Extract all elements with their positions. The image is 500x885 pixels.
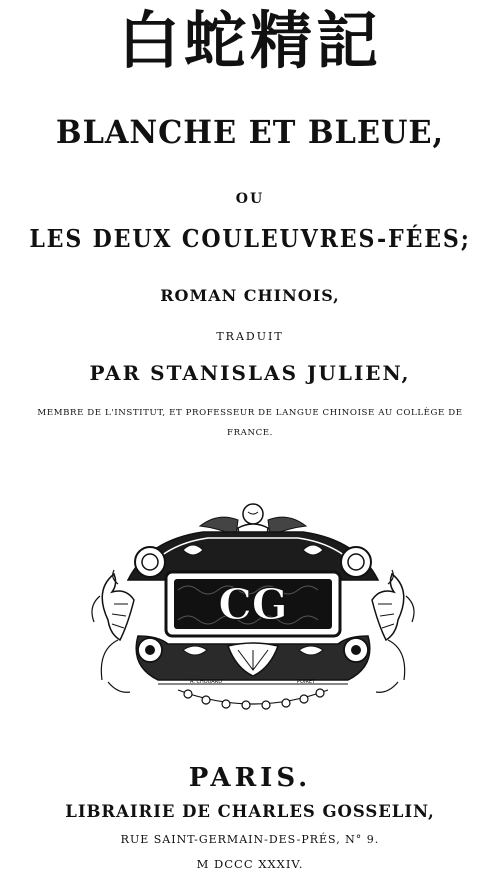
engraver-right: POIRET: [296, 679, 316, 685]
lower-scrollwork: [136, 636, 370, 680]
conjunction-ou: OU: [235, 191, 265, 207]
translator-credentials: MEMBRE DE L'INSTITUT, ET PROFESSEUR DE LANGUE CHINOISE AU COLLÈGE DE FRANCE.: [37, 408, 463, 438]
translator-name: PAR STANISLAS JULIEN,: [89, 361, 411, 385]
engraver-left: A. CHOUARD: [189, 679, 223, 685]
imprint-address: RUE SAINT-GERMAIN-DES-PRÉS, N° 9.: [120, 833, 380, 846]
publisher-vignette: [88, 500, 418, 710]
main-title: BLANCHE ET BLEUE,: [55, 113, 445, 151]
imprint-year: M DCCC XXXIV.: [196, 857, 304, 871]
imprint-city: PARIS.: [188, 763, 312, 793]
imprint-publisher: LIBRAIRIE DE CHARLES GOSSELIN,: [65, 802, 435, 822]
monogram-text: CG: [218, 580, 288, 629]
chinese-title: 白蛇精記: [117, 4, 382, 77]
bead-garland: [108, 682, 398, 709]
subtitle: LES DEUX COULEUVRES-FÉES;: [29, 224, 471, 253]
griffin-left: [92, 570, 134, 680]
translated-label: TRADUIT: [216, 330, 284, 343]
griffin-right: [372, 570, 414, 680]
monogram-cartouche: [166, 572, 340, 636]
genre-label: ROMAN CHINOIS,: [160, 286, 340, 305]
